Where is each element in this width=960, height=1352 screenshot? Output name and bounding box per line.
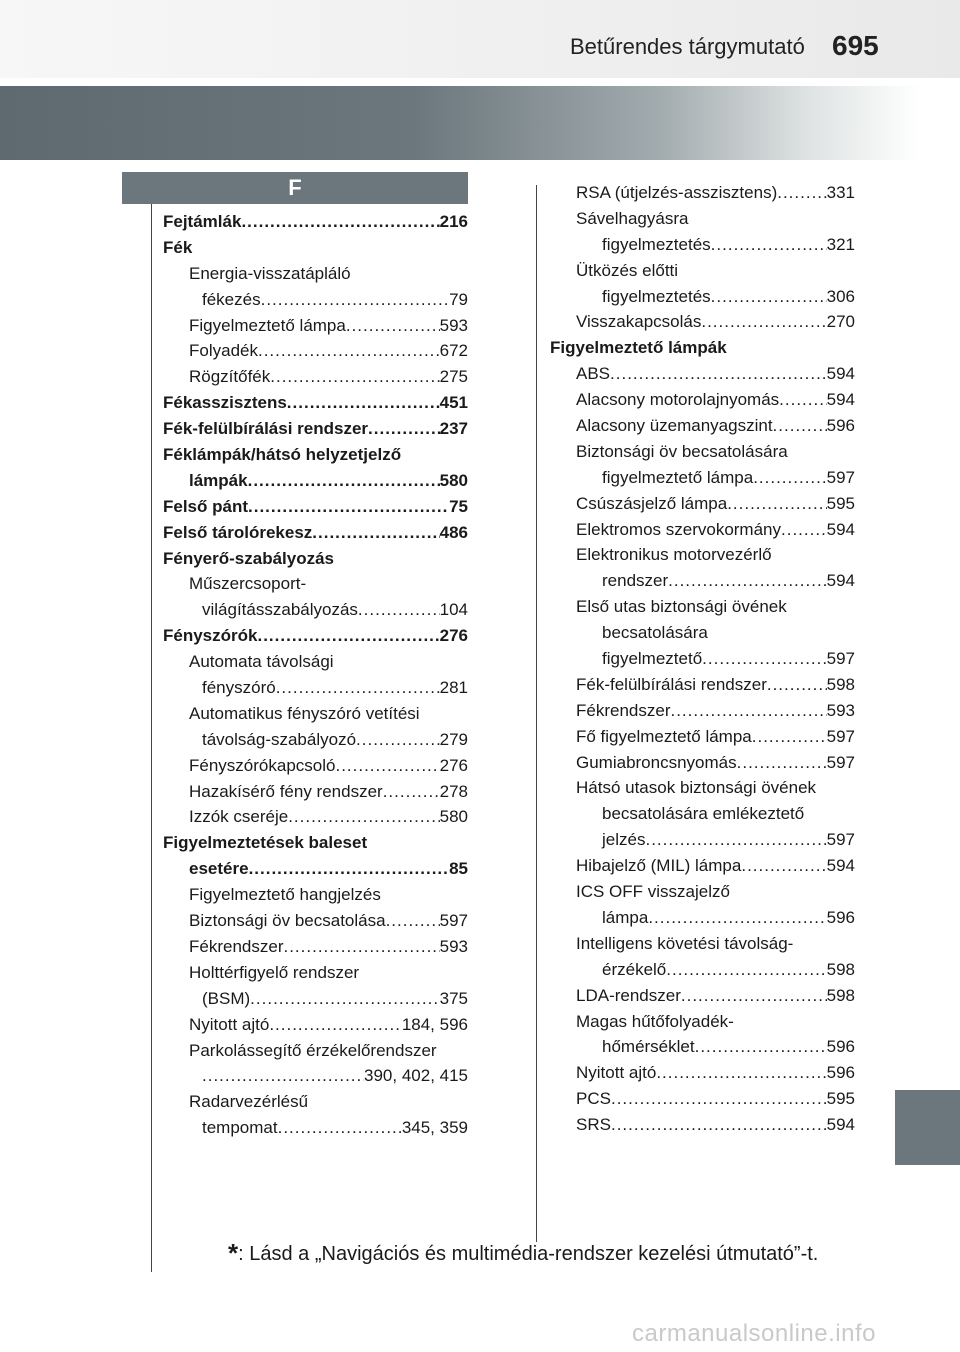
index-entry-page: 79 xyxy=(449,289,468,309)
index-entry-page: 594 xyxy=(826,364,855,384)
index-entry-term: Fényszórók xyxy=(163,626,258,646)
index-entry-term: Fékrendszer xyxy=(189,936,284,956)
index-entry-term: Sávelhagyásra xyxy=(576,208,689,228)
dot-leader xyxy=(781,517,827,543)
index-entry xyxy=(163,649,468,675)
index-entry-term: Csúszásjelző lámpa xyxy=(576,493,728,513)
index-entry xyxy=(163,1115,468,1141)
index-entry-page: 331 xyxy=(826,183,855,202)
index-entry xyxy=(550,594,855,620)
index-entry-page: 580 xyxy=(439,470,468,490)
index-entry-page: 597 xyxy=(826,467,855,487)
section-letter-heading: F xyxy=(122,172,468,204)
index-entry xyxy=(163,546,468,572)
index-entry-page: 594 xyxy=(826,1115,855,1135)
index-entry-term: fékezés xyxy=(202,289,261,309)
index-entry xyxy=(550,465,855,491)
dot-leader xyxy=(368,416,440,442)
dot-leader xyxy=(248,494,449,520)
index-entry-page: 596 xyxy=(826,1037,855,1057)
dot-leader xyxy=(668,568,826,594)
index-entry xyxy=(163,830,468,856)
index-entry xyxy=(163,235,468,261)
index-entry-page: 270 xyxy=(826,312,855,332)
index-entry xyxy=(163,416,468,442)
index-entry-term: Fényszórókapcsoló xyxy=(189,755,336,775)
dot-leader xyxy=(249,856,450,882)
index-entry-term: Holttérfigyelő rendszer xyxy=(189,962,360,982)
index-entry-term: Ütközés előtti xyxy=(576,260,679,280)
index-entry-term: rendszer xyxy=(602,571,669,591)
index-entry-term: érzékelő xyxy=(602,959,667,979)
index-entry xyxy=(550,879,855,905)
index-entry xyxy=(550,1009,855,1035)
page-header-title: Betűrendes tárgymutató xyxy=(570,34,805,59)
index-entry xyxy=(550,646,855,672)
dot-leader xyxy=(257,623,439,649)
footnote xyxy=(228,1238,818,1269)
index-entry xyxy=(550,905,855,931)
dot-leader xyxy=(312,520,439,546)
index-entry-page: 595 xyxy=(826,1089,855,1109)
dot-leader xyxy=(767,672,827,698)
dot-leader xyxy=(248,468,440,494)
index-entry-term: Elektromos szervokormány xyxy=(576,519,782,539)
index-entry xyxy=(163,960,468,986)
index-entry xyxy=(163,623,468,649)
dot-leader xyxy=(648,905,826,931)
index-entry xyxy=(550,724,855,750)
index-entry-term: Fejtámlák xyxy=(163,212,242,231)
index-entry xyxy=(550,206,855,232)
dot-leader xyxy=(701,309,826,335)
index-entry-term: esetére xyxy=(189,859,249,879)
dot-leader xyxy=(358,597,440,623)
index-entry-page: 598 xyxy=(826,674,855,694)
dot-leader xyxy=(753,465,826,491)
index-entry-page: 593 xyxy=(826,700,855,720)
index-entry-page: 595 xyxy=(826,493,855,513)
dot-leader xyxy=(202,1063,364,1089)
index-entry-term: hőmérséklet xyxy=(602,1037,695,1057)
index-entry xyxy=(550,750,855,776)
dot-leader xyxy=(241,209,439,235)
index-entry-page: 597 xyxy=(826,726,855,746)
index-entry xyxy=(550,853,855,879)
dot-leader xyxy=(276,675,440,701)
dot-leader xyxy=(278,1115,402,1141)
index-entry-term: ICS OFF visszajelző xyxy=(576,882,730,902)
index-entry-term: Nyitott ajtó xyxy=(576,1063,657,1083)
index-entry xyxy=(163,804,468,830)
index-entry-term: Hazakísérő fény rendszer xyxy=(189,781,383,801)
dot-leader xyxy=(681,983,827,1009)
index-entry-term: Hibajelző (MIL) lámpa xyxy=(576,856,742,876)
index-entry xyxy=(550,180,855,206)
index-entry-page: 486 xyxy=(439,522,468,542)
index-entry xyxy=(163,338,468,364)
index-entry xyxy=(163,1012,468,1038)
index-entry-term: Intelligens követési távolság- xyxy=(576,933,794,953)
index-entry-page: 237 xyxy=(439,419,468,439)
index-entry-term: Fék xyxy=(163,237,193,257)
dot-leader xyxy=(610,361,827,387)
index-entry xyxy=(163,1063,468,1089)
index-entry-page: 321 xyxy=(826,234,855,254)
index-entry-term: Műszercsoport- xyxy=(189,574,307,594)
index-entry-page: 278 xyxy=(439,781,468,801)
index-entry xyxy=(163,856,468,882)
page-number: 695 xyxy=(832,30,879,61)
dot-leader xyxy=(656,1060,826,1086)
index-entry-page: 597 xyxy=(826,649,855,669)
index-entry xyxy=(550,413,855,439)
index-entry xyxy=(163,986,468,1012)
index-entry xyxy=(163,727,468,753)
header-banner xyxy=(0,86,920,160)
index-entry xyxy=(550,491,855,517)
index-entry xyxy=(550,361,855,387)
index-entry-page: 279 xyxy=(439,729,468,749)
index-entry xyxy=(550,698,855,724)
index-entry xyxy=(550,931,855,957)
index-entry xyxy=(550,568,855,594)
index-entry-term: Alacsony motorolajnyomás xyxy=(576,390,780,410)
dot-leader xyxy=(777,180,826,206)
index-entry xyxy=(163,1089,468,1115)
index-entry xyxy=(163,390,468,416)
index-entry-page: 216 xyxy=(439,212,468,231)
index-entry-term: Figyelmeztető lámpák xyxy=(550,338,727,358)
index-entry-term: Fő figyelmeztető lámpa xyxy=(576,726,752,746)
index-entry xyxy=(163,1038,468,1064)
index-column-left xyxy=(163,209,468,1141)
index-entry-term: Fék-felülbírálási rendszer xyxy=(163,419,369,439)
index-entry-term: Parkolássegítő érzékelőrendszer xyxy=(189,1040,437,1060)
index-entry xyxy=(163,287,468,313)
index-entry-page: 275 xyxy=(439,367,468,387)
dot-leader xyxy=(773,413,827,439)
index-entry-term: Rögzítőfék xyxy=(189,367,271,387)
index-entry-page: 375 xyxy=(439,988,468,1008)
index-column-right xyxy=(550,180,855,1138)
index-entry-page: 451 xyxy=(439,393,468,413)
dot-leader xyxy=(383,779,440,805)
index-entry-term: tempomat xyxy=(202,1118,278,1138)
dot-leader xyxy=(611,1086,827,1112)
index-entry-page: 672 xyxy=(439,341,468,361)
index-entry xyxy=(550,542,855,568)
index-entry-term: világításszabályozás xyxy=(202,600,358,620)
index-entry-term: távolság-szabályozó xyxy=(202,729,357,749)
index-entry xyxy=(163,209,468,235)
index-entry-term: Alacsony üzemanyagszint xyxy=(576,416,773,436)
footnote-text: : Lásd a „Navigációs és multimédia-rendszer kezelési útmutató”-t. xyxy=(238,1243,819,1265)
index-entry xyxy=(550,983,855,1009)
index-entry-page: 598 xyxy=(826,985,855,1005)
index-entry-term: lámpák xyxy=(189,470,248,490)
index-entry xyxy=(163,779,468,805)
index-entry xyxy=(163,701,468,727)
index-entry-term: Biztonsági öv becsatolása xyxy=(189,911,386,931)
index-entry xyxy=(163,597,468,623)
index-entry-page: 580 xyxy=(439,807,468,827)
index-entry-term: becsatolására emlékeztető xyxy=(602,804,805,824)
index-entry-page: 276 xyxy=(439,626,468,646)
index-entry-term: Energia-visszatápláló xyxy=(189,263,351,283)
index-entry xyxy=(163,571,468,597)
page-header-bar xyxy=(0,0,960,78)
index-entry xyxy=(550,258,855,284)
index-entry xyxy=(163,908,468,934)
dot-leader xyxy=(611,1112,827,1138)
index-entry-page: 281 xyxy=(439,678,468,698)
index-entry xyxy=(163,468,468,494)
index-entry xyxy=(550,672,855,698)
index-entry-term: Fényerő-szabályozás xyxy=(163,548,335,568)
index-entry-term: Felső tárolórekesz xyxy=(163,522,313,542)
section-thumb-tab xyxy=(895,1090,960,1165)
index-entry xyxy=(550,1112,855,1138)
dot-leader xyxy=(356,727,440,753)
index-entry-term: Elektronikus motorvezérlő xyxy=(576,545,772,565)
index-entry-page: 593 xyxy=(439,936,468,956)
index-entry xyxy=(163,520,468,546)
index-entry-page: 594 xyxy=(826,519,855,539)
index-entry xyxy=(163,313,468,339)
index-entry xyxy=(550,387,855,413)
index-entry xyxy=(163,934,468,960)
dot-leader xyxy=(666,957,826,983)
index-entry-page: 594 xyxy=(826,390,855,410)
dot-leader xyxy=(645,827,826,853)
index-entry xyxy=(550,1086,855,1112)
index-entry xyxy=(163,261,468,287)
index-entry xyxy=(163,494,468,520)
index-entry xyxy=(550,439,855,465)
index-entry-page: 306 xyxy=(826,286,855,306)
index-entry xyxy=(163,882,468,908)
index-entry-term: Felső pánt xyxy=(163,496,249,516)
index-entry-page: 597 xyxy=(826,830,855,850)
index-entry-page: 75 xyxy=(449,496,468,516)
dot-leader xyxy=(695,1034,827,1060)
index-entry-term: Biztonsági öv becsatolására xyxy=(576,441,788,461)
left-margin-rule xyxy=(151,204,152,1272)
index-entry-term: Figyelmeztető hangjelzés xyxy=(189,885,381,905)
index-entry-page: 390, 402, 415 xyxy=(364,1066,468,1086)
index-entry-page: 597 xyxy=(826,752,855,772)
dot-leader xyxy=(288,804,439,830)
dot-leader xyxy=(258,338,440,364)
index-entry-term: figyelmeztető lámpa xyxy=(602,467,754,487)
dot-leader xyxy=(287,390,440,416)
index-entry-term: figyelmeztetés xyxy=(602,234,711,254)
index-entry-term: RSA (útjelzés-asszisztens) xyxy=(576,183,778,202)
watermark-text: carmanualsonline.info xyxy=(632,1320,876,1347)
index-entry-page: 594 xyxy=(826,571,855,591)
index-entry xyxy=(163,675,468,701)
index-entry-page: 593 xyxy=(439,315,468,335)
index-entry-term: Figyelmeztetések baleset xyxy=(163,833,368,853)
index-entry-term: Visszakapcsolás xyxy=(576,312,702,332)
index-entry-term: Első utas biztonsági övének xyxy=(576,597,787,617)
dot-leader xyxy=(261,287,449,313)
index-entry-term: Figyelmeztető lámpa xyxy=(189,315,346,335)
index-entry-term: ABS xyxy=(576,364,611,384)
dot-leader xyxy=(346,313,440,339)
index-entry-term: (BSM) xyxy=(202,988,251,1008)
index-entry-page: 596 xyxy=(826,416,855,436)
index-entry-term: lámpa xyxy=(602,907,649,927)
index-entry-page: 345, 359 xyxy=(401,1118,468,1138)
index-entry xyxy=(550,517,855,543)
index-entry-page: 594 xyxy=(826,856,855,876)
index-entry-page: 596 xyxy=(826,907,855,927)
index-entry-term: Folyadék xyxy=(189,341,258,361)
index-entry-page: 596 xyxy=(826,1063,855,1083)
index-entry-page: 597 xyxy=(439,911,468,931)
index-entry-term: LDA-rendszer xyxy=(576,985,681,1005)
dot-leader xyxy=(741,853,826,879)
column-divider-rule xyxy=(536,185,537,1242)
index-entry xyxy=(550,801,855,827)
dot-leader xyxy=(270,364,439,390)
dot-leader xyxy=(335,753,439,779)
index-entry-term: jelzés xyxy=(602,830,646,850)
footnote-star: * xyxy=(228,1238,239,1268)
index-entry xyxy=(550,309,855,335)
dot-leader xyxy=(727,491,826,517)
index-entry xyxy=(550,957,855,983)
index-entry-term: Automata távolsági xyxy=(189,652,334,672)
index-entry xyxy=(550,335,855,361)
dot-leader xyxy=(702,646,826,672)
dot-leader xyxy=(737,750,827,776)
dot-leader xyxy=(670,698,826,724)
index-entry-term: Gumiabroncsnyomás xyxy=(576,752,737,772)
index-entry-page: 184, 596 xyxy=(401,1014,468,1034)
index-entry-term: SRS xyxy=(576,1115,611,1135)
index-entry-term: fényszóró xyxy=(202,678,276,698)
index-entry-term: Fékrendszer xyxy=(576,700,671,720)
index-entry-term: Magas hűtőfolyadék- xyxy=(576,1011,734,1031)
dot-leader xyxy=(711,232,827,258)
dot-leader xyxy=(386,908,440,934)
index-entry-page: 276 xyxy=(439,755,468,775)
index-entry-term: Hátsó utasok biztonsági övének xyxy=(576,778,817,798)
index-entry xyxy=(550,284,855,310)
index-entry-term: Féklámpák/hátsó helyzetjelző xyxy=(163,445,402,465)
index-entry xyxy=(550,1060,855,1086)
index-entry-term: PCS xyxy=(576,1089,611,1109)
index-entry xyxy=(550,827,855,853)
dot-leader xyxy=(752,724,827,750)
index-entry xyxy=(163,364,468,390)
index-entry xyxy=(550,1034,855,1060)
index-entry xyxy=(550,232,855,258)
dot-leader xyxy=(711,284,827,310)
index-entry xyxy=(550,620,855,646)
dot-leader xyxy=(283,934,439,960)
dot-leader xyxy=(269,1012,402,1038)
index-entry-page: 598 xyxy=(826,959,855,979)
index-entry-term: figyelmeztetés xyxy=(602,286,711,306)
index-entry xyxy=(163,442,468,468)
index-entry-term: Fékasszisztens xyxy=(163,393,287,413)
index-entry-term: Izzók cseréje xyxy=(189,807,289,827)
index-entry-term: Automatikus fényszóró vetítési xyxy=(189,703,420,723)
index-entry-term: Fék-felülbírálási rendszer xyxy=(576,674,767,694)
index-entry-term: Radarvezérlésű xyxy=(189,1092,309,1112)
index-entry-term: figyelmeztető xyxy=(602,649,703,669)
index-entry-page: 104 xyxy=(439,600,468,620)
index-entry-page: 85 xyxy=(449,859,468,879)
dot-leader xyxy=(779,387,826,413)
index-entry xyxy=(550,775,855,801)
index-entry xyxy=(163,753,468,779)
index-entry-term: becsatolására xyxy=(602,623,708,643)
dot-leader xyxy=(250,986,439,1012)
index-entry-term: Nyitott ajtó xyxy=(189,1014,270,1034)
